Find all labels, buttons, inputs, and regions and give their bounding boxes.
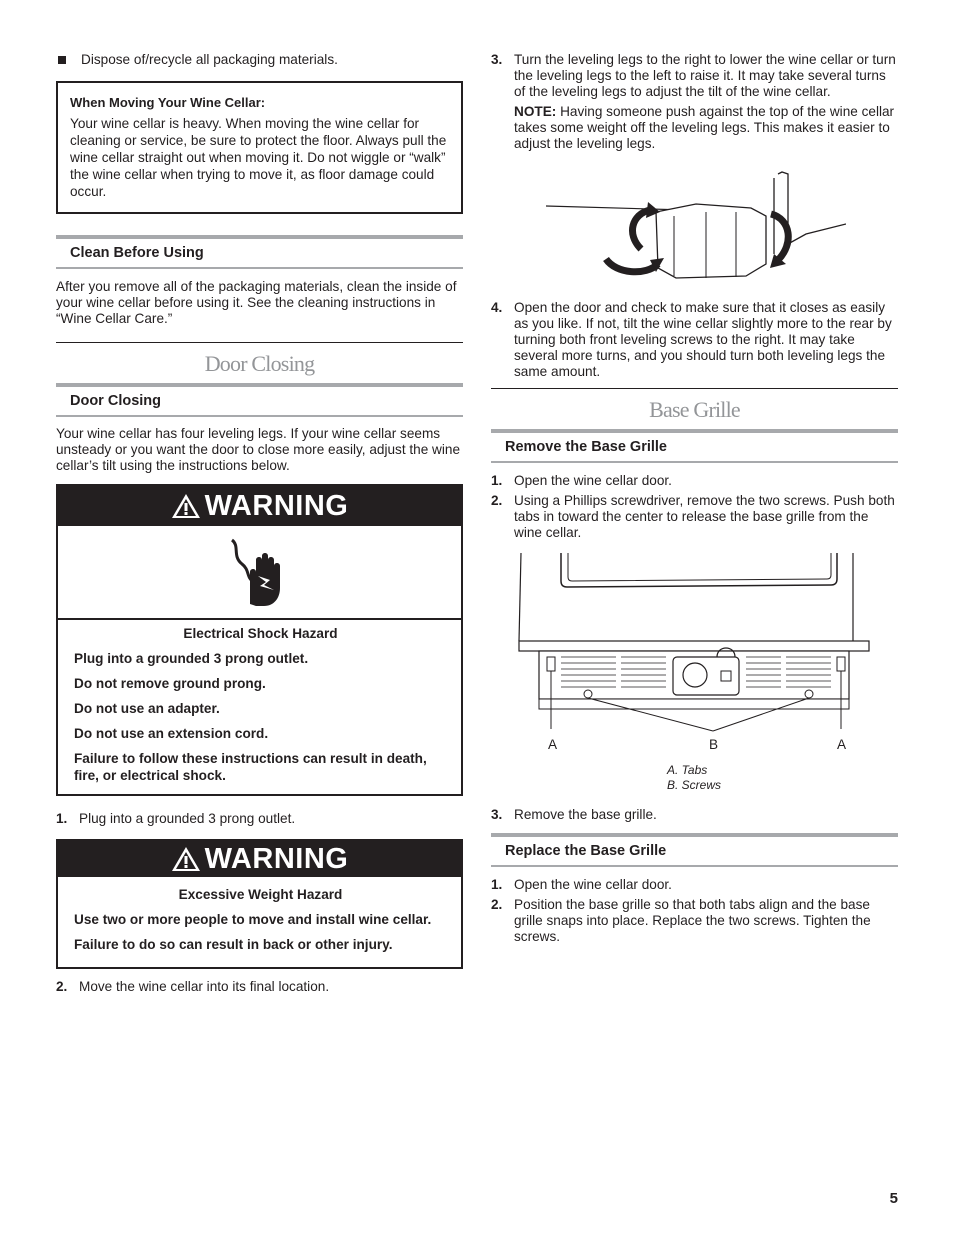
remove-step-1 (491, 473, 898, 489)
step-text: Move the wine cellar into its final location. (79, 979, 330, 994)
step-text: Position the base grille so that both tabs align and the base grille snaps into place. Replace the two screws. Tighten the screws. (514, 897, 871, 944)
figure-label-a-right: A (837, 737, 847, 752)
right-column (491, 48, 898, 945)
warning-header (58, 486, 461, 526)
step-number: 1. (491, 877, 503, 892)
warning-triangle-icon (171, 493, 201, 519)
base-grille-section-title: Base Grille (491, 388, 898, 429)
figure-label-b: B (709, 737, 719, 752)
left-column (56, 48, 463, 995)
bullet-item (56, 52, 463, 68)
figure-label-a-left: A (548, 737, 558, 752)
leveling-leg-figure (546, 164, 898, 292)
warning-icon-panel (58, 526, 461, 620)
step-text: Turn the leveling legs to the right to lower the wine cellar or turn the leveling legs to the left to raise it. It may take several turns of the leveling legs to adjust the tilt of the wine cellar. (514, 52, 896, 99)
warning-line: Failure to do so can result in back or other injury. (74, 937, 393, 952)
step-text: Plug into a grounded 3 prong outlet. (79, 811, 296, 826)
warning-line: Plug into a grounded 3 prong outlet. (74, 651, 309, 666)
warning-body (58, 877, 461, 967)
door-closing-paragraph: Your wine cellar has four leveling legs. If your wine cellar seems unsteady or you want the door to close more easily, adjust the wine cellar’s tilt using the instructions below. (56, 426, 461, 473)
bullet-text: Dispose of/recycle all packaging materials. (81, 52, 338, 67)
figure-legend (667, 763, 721, 793)
legend-line: B. Screws (667, 778, 722, 792)
page-number: 5 (889, 1190, 898, 1207)
legend-line: A. Tabs (667, 763, 708, 777)
door-closing-heading: Door Closing (56, 383, 463, 417)
step-text: Using a Phillips screwdriver, remove the two screws. Push both tabs in toward the center to release the base grille from the wine cellar. (514, 493, 895, 540)
base-grille-illustration (491, 553, 898, 738)
warning-line: Do not remove ground prong. (74, 676, 266, 691)
step-1 (56, 811, 463, 827)
warning-header (58, 841, 461, 877)
warning-hazard-title: Electrical Shock Hazard (183, 626, 338, 641)
step-3 (491, 52, 898, 100)
step-text: Remove the base grille. (514, 807, 657, 822)
warning-label: WARNING (204, 489, 349, 522)
replace-step-1 (491, 877, 898, 893)
clean-paragraph: After you remove all of the packaging materials, clean the inside of your wine cellar before using it. See the cleaning instructions in “Wine Cellar Care.” (56, 279, 457, 326)
replace-base-grille-heading: Replace the Base Grille (491, 833, 898, 867)
step-number: 4. (491, 300, 503, 315)
step-number: 3. (491, 807, 503, 822)
remove-step-2 (491, 493, 898, 541)
step-2 (56, 979, 463, 995)
step-number: 2. (491, 897, 503, 912)
warning-label: WARNING (204, 842, 349, 875)
step-text: Open the door and check to make sure that it closes as easily as you like. If not, tilt the wine cellar slightly more to the rear by turning both front leveling screws to the right. It may take several more turns, and you should turn both leveling legs the same amount. (514, 300, 892, 379)
note-text: Having someone push against the top of the wine cellar takes some weight off the leveling legs. This makes it easier to adjust the leveling legs. (514, 104, 895, 151)
warning-body (58, 620, 461, 794)
step-number: 1. (491, 473, 503, 488)
step-text: Open the wine cellar door. (514, 877, 672, 892)
bullet-square-icon (58, 56, 66, 64)
electrical-shock-hand-icon (220, 532, 300, 612)
note-paragraph (514, 104, 898, 152)
step-number: 3. (491, 52, 503, 67)
note-label: NOTE: (514, 104, 557, 119)
step-number: 2. (56, 979, 68, 994)
step-text: Open the wine cellar door. (514, 473, 672, 488)
warning-box-weight (56, 839, 463, 969)
moving-note-title: When Moving Your Wine Cellar: (70, 95, 266, 110)
warning-line: Use two or more people to move and install wine cellar. (74, 912, 432, 927)
leveling-leg-illustration (546, 164, 846, 289)
remove-step-3 (491, 807, 898, 823)
warning-hazard-title: Excessive Weight Hazard (178, 887, 343, 902)
step-number: 1. (56, 811, 68, 826)
moving-note-body: Your wine cellar is heavy. When moving the wine cellar for cleaning or service, be sure to protect the floor. Always pull the wine cellar straight out when moving it. Do not wiggle or “walk” the wine cellar when trying to move it, as floor damage could occur. (70, 116, 447, 199)
replace-step-2 (491, 897, 898, 945)
moving-note-box (56, 81, 463, 214)
step-4 (491, 300, 898, 380)
warning-line: Do not use an extension cord. (74, 726, 269, 741)
base-grille-figure (491, 553, 898, 803)
warning-line: Do not use an adapter. (74, 701, 220, 716)
warning-triangle-icon (171, 846, 201, 872)
remove-base-grille-heading: Remove the Base Grille (491, 429, 898, 463)
warning-box-electrical (56, 484, 463, 796)
clean-before-using-heading: Clean Before Using (56, 235, 463, 269)
warning-line: Failure to follow these instructions can result in death, fire, or electrical shock. (74, 751, 427, 783)
door-closing-section-title: Door Closing (56, 342, 463, 383)
step-number: 2. (491, 493, 503, 508)
